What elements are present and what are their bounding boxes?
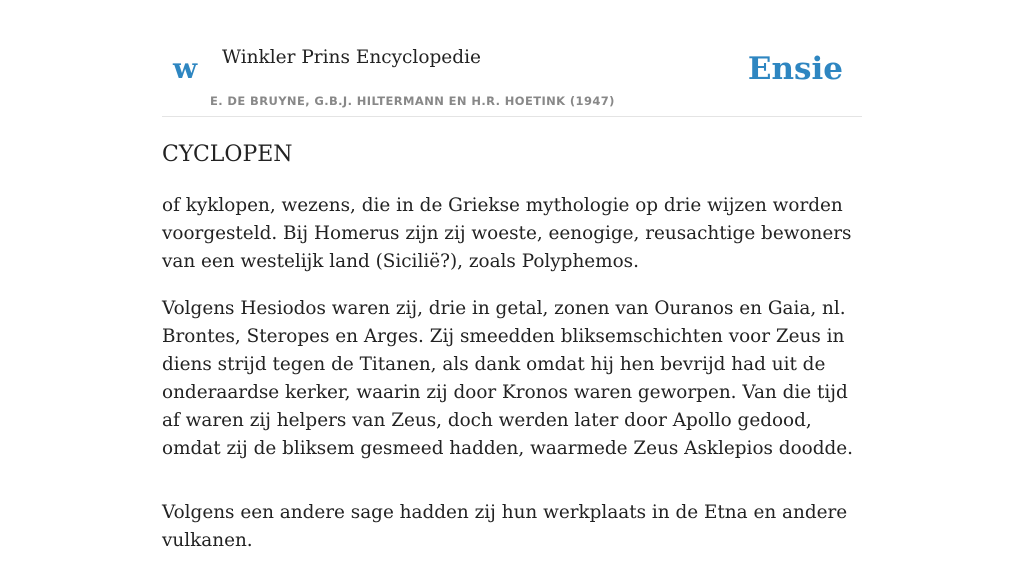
- article-body: [162, 192, 862, 574]
- winkler-prins-logo[interactable]: w: [173, 52, 198, 85]
- article-paragraph: of kyklopen, wezens, die in de Griekse mythologie op drie wijzen worden voorgesteld. Bij Homerus zijn zij woeste, eenogige, reusachtige bewoners van een westelijk land (Sicilië?), zoals Polyphemos.: [162, 195, 852, 272]
- page: [162, 0, 862, 551]
- article-title: CYCLOPEN: [162, 142, 293, 167]
- article-paragraph: Volgens een andere sage hadden zij hun werkplaats in de Etna en andere vulkanen.: [162, 502, 848, 551]
- publication-authors: E. DE BRUYNE, G.B.J. HILTERMANN EN H.R. HOETINK (1947): [210, 94, 615, 108]
- publication-title[interactable]: Winkler Prins Encyclopedie: [222, 47, 481, 68]
- ensie-brand-logo[interactable]: Ensie: [747, 51, 843, 87]
- article-paragraph: Volgens Hesiodos waren zij, drie in getal, zonen van Ouranos en Gaia, nl. Brontes, Steropes en Arges. Zij smeedden bliksemschichten voor Zeus in diens strijd tegen de Titanen, als dank omdat hij hen bevrijd had uit de onderaardse kerker, waarin zij door Kronos waren geworpen. Van die tijd af waren zij helpers van Zeus, doch werden later door Apollo gedood, omdat zij de bliksem gesmeed hadden, waarmede Zeus Asklepios doodde.: [162, 298, 853, 459]
- site-header: [162, 0, 862, 117]
